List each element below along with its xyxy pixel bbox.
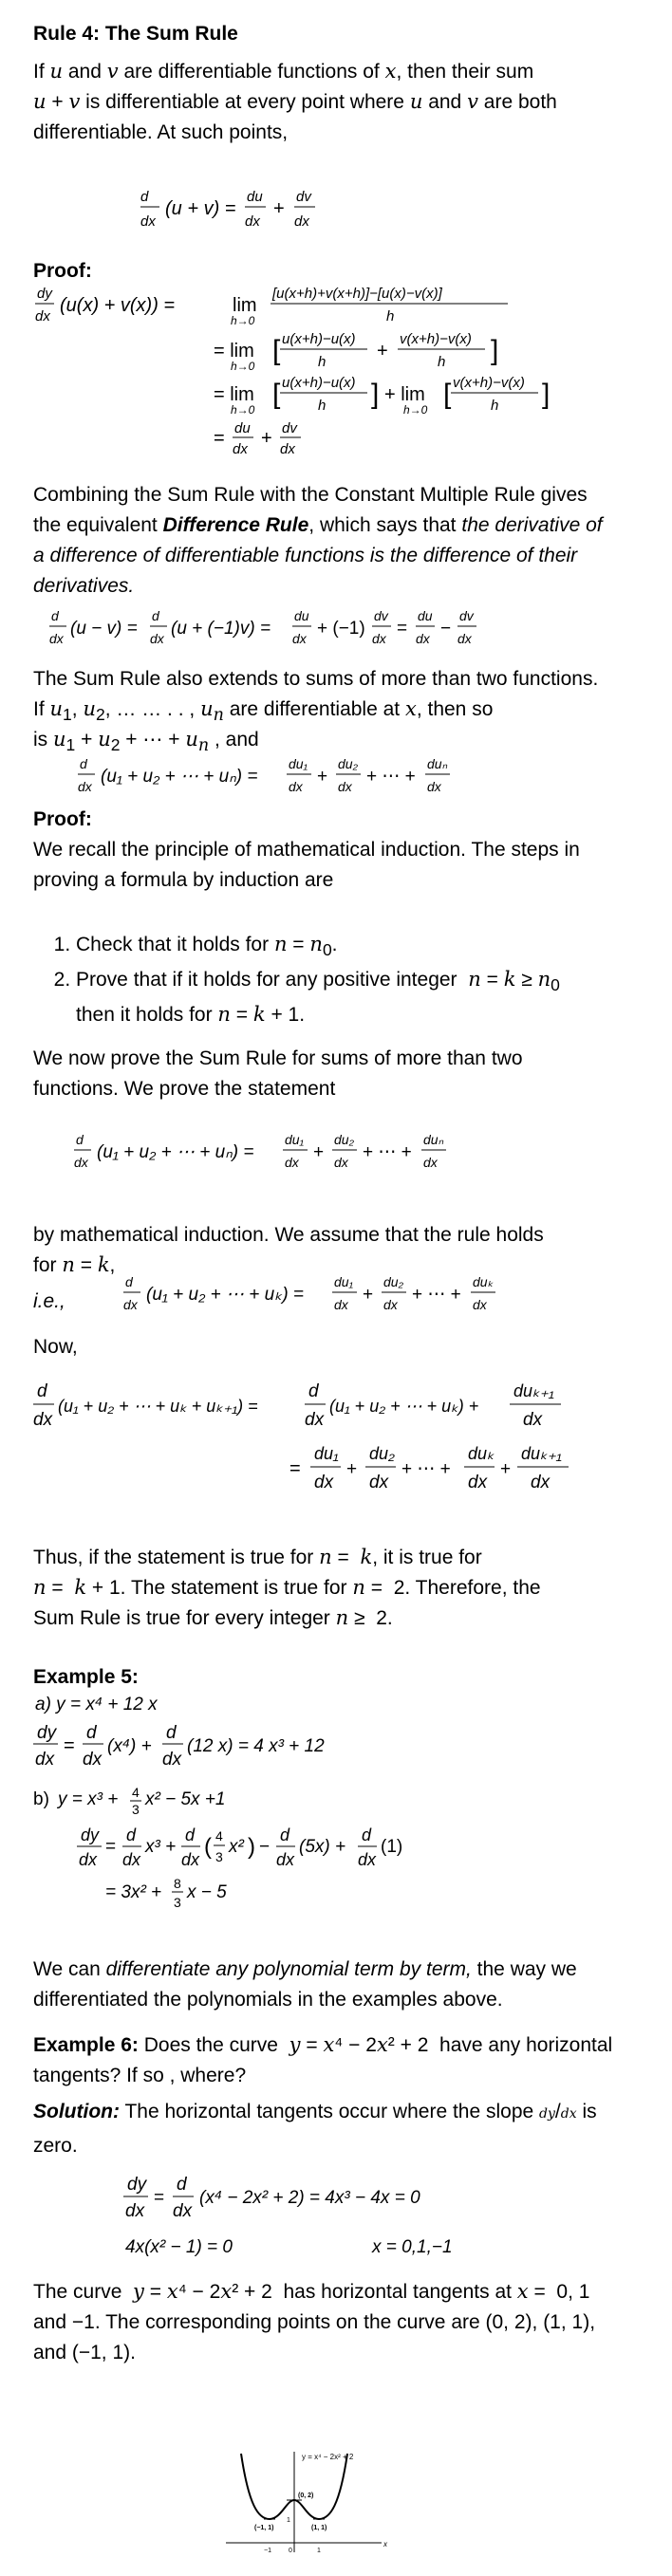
svg-text:+ ⋯ +: + ⋯ + xyxy=(363,1142,412,1162)
point-top-label: (0, 2) xyxy=(298,2493,314,2499)
svg-text:h: h xyxy=(491,398,499,414)
difference-p4: derivatives. xyxy=(33,575,135,597)
induction-statement-formula xyxy=(74,1131,549,1183)
example5-note-2: differentiated the polynomials in the examples above. xyxy=(33,1989,503,2011)
proof2-p6: for n = k, xyxy=(33,1253,116,1276)
svg-text:d: d xyxy=(51,608,59,623)
svg-text:dx: dx xyxy=(383,1297,398,1312)
svg-text:h: h xyxy=(386,308,395,324)
svg-text:dx: dx xyxy=(150,631,164,646)
svg-text:v(x+h)−v(x): v(x+h)−v(x) xyxy=(400,331,472,347)
svg-text:dx: dx xyxy=(372,631,386,646)
svg-text:dx: dx xyxy=(122,1850,141,1869)
svg-text:d: d xyxy=(308,1381,319,1401)
svg-text:dv: dv xyxy=(374,608,388,623)
difference-p2: the equivalent Difference Rule, which says that the derivative of xyxy=(33,514,603,536)
svg-text:+ ⋯ +: + ⋯ + xyxy=(366,767,416,787)
svg-text:3: 3 xyxy=(174,1895,181,1910)
svg-text:dx: dx xyxy=(369,1473,389,1492)
svg-text:d: d xyxy=(86,1723,97,1743)
svg-text:du: du xyxy=(247,189,263,205)
svg-text:du₂: du₂ xyxy=(334,1132,354,1147)
svg-text:(u − v) =: (u − v) = xyxy=(70,619,138,639)
now-label: Now, xyxy=(33,1336,78,1358)
svg-text:du₁: du₁ xyxy=(289,756,308,771)
svg-text:dx: dx xyxy=(358,1850,377,1869)
svg-text:+ (−1): + (−1) xyxy=(317,619,365,639)
svg-text:+: + xyxy=(500,1459,512,1479)
svg-text:d: d xyxy=(177,2175,187,2195)
proof2-p4: functions. We prove the statement xyxy=(33,1078,336,1100)
svg-text:4x(x² − 1) = 0: 4x(x² − 1) = 0 xyxy=(125,2237,233,2257)
svg-text:x²: x² xyxy=(229,1837,244,1857)
svg-text:4: 4 xyxy=(132,1785,140,1800)
svg-text:dx: dx xyxy=(523,1410,543,1430)
proof2-p1: We recall the principle of mathematical induction. The steps in xyxy=(33,839,580,861)
svg-text:d: d xyxy=(37,1381,47,1401)
svg-text:lim: lim xyxy=(233,295,257,316)
example6-solution-2: zero. xyxy=(33,2135,78,2157)
svg-text:u(x+h)−u(x): u(x+h)−u(x) xyxy=(282,331,356,347)
svg-text:(u + v) =: (u + v) = xyxy=(165,198,236,219)
svg-text:duₖ: duₖ xyxy=(468,1444,495,1463)
example6-conclusion-2: and −1. The corresponding points on the curve are (0, 2), (1, 1), xyxy=(33,2311,596,2333)
svg-text:dx: dx xyxy=(162,1750,182,1770)
svg-text:[: [ xyxy=(272,379,281,410)
svg-text:dy: dy xyxy=(37,286,52,302)
svg-text:b): b) xyxy=(33,1789,49,1809)
svg-text:a) y = x⁴ + 12 x: a) y = x⁴ + 12 x xyxy=(35,1695,158,1714)
svg-text:= lim: = lim xyxy=(214,341,254,361)
svg-text:): ) xyxy=(248,1834,255,1860)
example6-question-2: tangents? If so , where? xyxy=(33,2065,247,2086)
svg-text:[u(x+h)+v(x+h)]−[u(x)−v(x)]: [u(x+h)+v(x+h)]−[u(x)−v(x)] xyxy=(272,286,442,302)
svg-text:(12 x) = 4 x³ + 12: (12 x) = 4 x³ + 12 xyxy=(187,1736,325,1756)
svg-text:duₖ₊₁: duₖ₊₁ xyxy=(521,1444,562,1463)
svg-text:duₖ₊₁: duₖ₊₁ xyxy=(513,1381,554,1400)
svg-text:dx: dx xyxy=(140,213,156,230)
point-right-label: (1, 1) xyxy=(311,2525,327,2531)
rule-statement-3: differentiable. At such points, xyxy=(33,121,289,143)
svg-text:dx: dx xyxy=(79,1850,98,1869)
svg-text:(5x) +: (5x) + xyxy=(299,1837,346,1857)
svg-text:dx: dx xyxy=(83,1750,103,1770)
svg-text:−: − xyxy=(440,619,452,639)
svg-text:= 3x² +: = 3x² + xyxy=(105,1882,162,1902)
svg-text:d: d xyxy=(76,1132,84,1147)
svg-text:du: du xyxy=(234,420,251,436)
svg-text:+ ⋯ +: + ⋯ + xyxy=(401,1459,451,1479)
svg-text:dx: dx xyxy=(334,1297,348,1312)
svg-text:duₙ: duₙ xyxy=(423,1132,444,1147)
svg-text:(u(x) + v(x)) =: (u(x) + v(x)) = xyxy=(60,295,176,316)
svg-text:dx: dx xyxy=(457,631,472,646)
y-tick-label: 1 xyxy=(287,2517,290,2524)
svg-text:x³ +: x³ + xyxy=(145,1837,177,1857)
svg-text:y = x³ +: y = x³ + xyxy=(58,1789,119,1809)
svg-text:x − 5: x − 5 xyxy=(187,1882,227,1902)
svg-text:+: + xyxy=(273,198,285,219)
svg-text:4: 4 xyxy=(215,1828,223,1844)
svg-text:+: + xyxy=(261,428,272,449)
svg-text:dx: dx xyxy=(123,1297,138,1312)
difference-formula xyxy=(49,607,619,661)
svg-text:dx: dx xyxy=(285,1155,299,1170)
svg-text:(1): (1) xyxy=(381,1837,403,1857)
svg-text:du₁: du₁ xyxy=(334,1274,353,1289)
svg-text:dx: dx xyxy=(35,308,50,324)
induction-step-derivation xyxy=(33,1380,641,1510)
svg-text:h: h xyxy=(438,354,446,370)
svg-text:=: = xyxy=(64,1735,75,1756)
svg-text:dx: dx xyxy=(74,1155,88,1170)
svg-text:dx: dx xyxy=(416,631,430,646)
svg-text:=: = xyxy=(214,428,225,449)
point-left-label: (−1, 1) xyxy=(254,2525,274,2531)
conclusion-1: Thus, if the statement is true for n = k, it is true for xyxy=(33,1546,482,1568)
svg-text:+ lim: + lim xyxy=(384,384,425,405)
svg-text:du₂: du₂ xyxy=(383,1274,403,1289)
svg-text:dx: dx xyxy=(338,779,352,794)
svg-text:3: 3 xyxy=(215,1849,223,1864)
induction-step-2: 2. Prove that if it holds for any positive integer $n = k \ge n_0$ then it holds for n = k + 1. xyxy=(76,965,638,1029)
svg-text:dx: dx xyxy=(276,1850,295,1869)
svg-text:dv: dv xyxy=(282,420,297,436)
svg-text:+: + xyxy=(377,341,388,361)
svg-text:d: d xyxy=(362,1825,372,1844)
svg-text:dx: dx xyxy=(125,2201,145,2221)
svg-text:h: h xyxy=(318,354,327,370)
conclusion-2: n = k + 1. The statement is true for n = 2. Therefore, the xyxy=(33,1576,541,1599)
svg-text:dy: dy xyxy=(81,1825,100,1844)
proof2-p5: by mathematical induction. We assume that the rule holds xyxy=(33,1224,544,1246)
svg-text:x = 0,1,−1: x = 0,1,−1 xyxy=(372,2237,453,2257)
svg-text:(u + (−1)v) =: (u + (−1)v) = xyxy=(171,619,271,639)
sum-rule-formula xyxy=(140,186,387,242)
svg-text:(x⁴) +: (x⁴) + xyxy=(107,1736,152,1756)
svg-text:x² − 5x +1: x² − 5x +1 xyxy=(145,1789,226,1809)
svg-text:dx: dx xyxy=(245,213,260,230)
example5-part-b xyxy=(33,1784,508,1933)
svg-text:+: + xyxy=(313,1142,325,1162)
svg-text:dv: dv xyxy=(459,608,474,623)
svg-text:dx: dx xyxy=(294,213,309,230)
proof2-label: Proof: xyxy=(33,808,92,830)
svg-text:dx: dx xyxy=(423,1155,438,1170)
svg-text:+ ⋯ +: + ⋯ + xyxy=(412,1285,461,1305)
svg-text:h→0: h→0 xyxy=(231,360,255,373)
svg-text:du₁: du₁ xyxy=(314,1444,339,1463)
svg-text:dx: dx xyxy=(334,1155,348,1170)
svg-text:(u₁ + u₂ + ⋯ + uₙ) =: (u₁ + u₂ + ⋯ + uₙ) = xyxy=(97,1142,254,1162)
svg-text:8: 8 xyxy=(174,1876,181,1891)
difference-p1: Combining the Sum Rule with the Constant Multiple Rule gives xyxy=(33,484,588,506)
svg-text:h→0: h→0 xyxy=(403,403,428,417)
svg-text:dx: dx xyxy=(305,1410,325,1430)
example5-title: Example 5: xyxy=(33,1666,139,1688)
svg-text:(u₁ + u₂ + ⋯ + uₙ) =: (u₁ + u₂ + ⋯ + uₙ) = xyxy=(101,767,258,787)
svg-text:−: − xyxy=(259,1837,271,1857)
svg-text:d: d xyxy=(152,608,159,623)
curve-label: y = x⁴ − 2x² + 2 xyxy=(302,2453,354,2461)
svg-text:dx: dx xyxy=(33,1410,53,1430)
svg-text:h→0: h→0 xyxy=(231,403,255,417)
extension-formula xyxy=(78,755,552,807)
svg-text:dx: dx xyxy=(35,1750,55,1770)
svg-text:+: + xyxy=(346,1459,358,1479)
svg-text:[: [ xyxy=(272,335,281,366)
extension-p2: If $u_1$, $u_2$, … … . . , $u_n$ are differentiable at x, then so xyxy=(33,697,494,726)
svg-text:dx: dx xyxy=(289,779,303,794)
proof-label: Proof: xyxy=(33,260,92,282)
svg-text:dx: dx xyxy=(280,441,295,457)
difference-p3: a difference of differentiable functions is the difference of their xyxy=(33,545,578,566)
svg-text:du₂: du₂ xyxy=(338,756,358,771)
svg-text:dx: dx xyxy=(531,1473,551,1492)
rule-statement-1: If u and v are differentiable functions of x, then their sum xyxy=(33,60,534,83)
svg-text:dx: dx xyxy=(173,2201,193,2221)
svg-text:dx: dx xyxy=(292,631,307,646)
example5-note-1: We can differentiate any polynomial term by term, the way we xyxy=(33,1958,577,1980)
svg-text:]: ] xyxy=(491,335,499,366)
example6-conclusion-1: The curve y = x⁴ − 2x² + 2 has horizontal tangents at x = 0, 1 xyxy=(33,2280,590,2303)
svg-text:dv: dv xyxy=(296,189,311,205)
svg-text:d: d xyxy=(80,756,87,771)
svg-text:[: [ xyxy=(443,379,452,410)
svg-text:dy: dy xyxy=(37,1723,57,1743)
svg-text:= lim: = lim xyxy=(214,384,254,405)
induction-steps xyxy=(49,930,638,1029)
svg-text:dx: dx xyxy=(468,1473,488,1492)
svg-text:dx: dx xyxy=(473,1297,487,1312)
svg-text:dx: dx xyxy=(233,441,248,457)
svg-text:h→0: h→0 xyxy=(231,314,255,327)
svg-text:=: = xyxy=(105,1837,117,1857)
svg-text:u(x+h)−u(x): u(x+h)−u(x) xyxy=(282,375,356,391)
svg-text:=: = xyxy=(397,619,408,639)
x-tick-zero: 0 xyxy=(289,2548,292,2554)
rule-statement-2: u + v is differentiable at every point where u and v are both xyxy=(33,90,557,113)
svg-text:d: d xyxy=(140,189,149,205)
x-axis-label: x xyxy=(383,2540,387,2548)
svg-text:d: d xyxy=(185,1825,196,1844)
svg-text:du: du xyxy=(418,608,433,623)
svg-text:(u₁ + u₂ + ⋯ + uₖ + uₖ₊₁) =: (u₁ + u₂ + ⋯ + uₖ + uₖ₊₁) = xyxy=(58,1397,258,1416)
svg-text:v(x+h)−v(x): v(x+h)−v(x) xyxy=(453,375,525,391)
svg-text:(x⁴ − 2x² + 2) = 4x³ − 4x = 0: (x⁴ − 2x² + 2) = 4x³ − 4x = 0 xyxy=(199,2188,420,2208)
svg-text:dx: dx xyxy=(427,779,441,794)
svg-text:dx: dx xyxy=(49,631,64,646)
svg-text:duₖ: duₖ xyxy=(473,1274,494,1289)
curve-graph xyxy=(220,2448,391,2562)
induction-step-1: 1. Check that it holds for $n = n_0$. xyxy=(76,930,638,965)
svg-text:duₙ: duₙ xyxy=(427,756,448,771)
proof2-p2: proving a formula by induction are xyxy=(33,869,334,891)
svg-text:du₂: du₂ xyxy=(369,1444,395,1463)
svg-text:]: ] xyxy=(542,379,551,410)
svg-text:]: ] xyxy=(371,379,380,410)
extension-p3: is $u_1 + u_2$ + ⋯ + $u_n$ , and xyxy=(33,728,259,756)
example5-part-a xyxy=(33,1691,508,1783)
svg-text:dy: dy xyxy=(127,2175,147,2195)
rule-title: Rule 4: The Sum Rule xyxy=(33,23,238,45)
extension-p1: The Sum Rule also extends to sums of more than two functions. xyxy=(33,668,599,690)
svg-text:+: + xyxy=(317,767,328,787)
conclusion-3: Sum Rule is true for every integer n ≥ 2. xyxy=(33,1606,393,1629)
x-tick-pos: 1 xyxy=(317,2548,321,2554)
example6-solution-1: Solution: The horizontal tangents occur where the slope dy/dx is xyxy=(33,2101,597,2122)
svg-text:(u₁ + u₂ + ⋯ + uₖ) =: (u₁ + u₂ + ⋯ + uₖ) = xyxy=(146,1285,305,1305)
ie-label: i.e., xyxy=(33,1290,65,1312)
example6-question-1: Example 6: Does the curve y = x⁴ − 2x² + 2 have any horizontal xyxy=(33,2033,613,2056)
svg-text:d: d xyxy=(126,1825,137,1844)
svg-text:+: + xyxy=(363,1285,374,1305)
induction-hypothesis-formula xyxy=(123,1273,598,1325)
svg-text:=: = xyxy=(289,1458,301,1479)
svg-text:3: 3 xyxy=(132,1802,140,1817)
svg-text:du: du xyxy=(294,608,309,623)
svg-text:d: d xyxy=(280,1825,290,1844)
proof-derivation xyxy=(33,285,641,481)
svg-text:du₁: du₁ xyxy=(285,1132,304,1147)
svg-text:d: d xyxy=(125,1274,133,1289)
svg-text:=: = xyxy=(154,2188,165,2208)
svg-text:d: d xyxy=(166,1723,177,1743)
example6-conclusion-3: and (−1, 1). xyxy=(33,2342,136,2363)
svg-text:dx: dx xyxy=(78,779,92,794)
example6-equations xyxy=(123,2173,579,2270)
svg-text:h: h xyxy=(318,398,327,414)
svg-text:dx: dx xyxy=(181,1850,200,1869)
x-tick-neg: −1 xyxy=(264,2548,271,2554)
svg-text:(: ( xyxy=(204,1834,212,1860)
svg-text:(u₁ + u₂ + ⋯ + uₖ) +: (u₁ + u₂ + ⋯ + uₖ) + xyxy=(329,1397,479,1416)
svg-text:dx: dx xyxy=(314,1473,334,1492)
proof2-p3: We now prove the Sum Rule for sums of more than two xyxy=(33,1047,523,1069)
